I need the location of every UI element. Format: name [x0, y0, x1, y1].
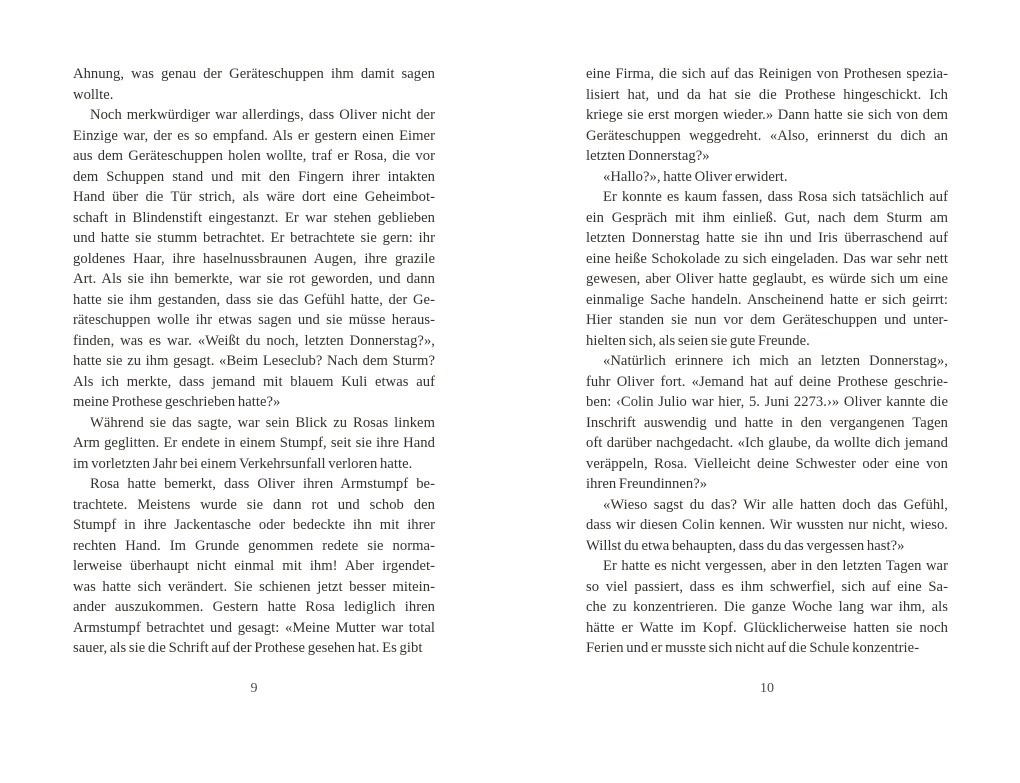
text-line: meine Prothese geschrieben hatte?» — [73, 394, 281, 410]
text-line: Armstumpf betrachtet und gesagt: «Meine Mutter war total — [73, 619, 435, 636]
text-line: finden, was es war. «Weißt du noch, letzten Donnerstag?», — [73, 332, 435, 349]
text-line: dass wir diesen Colin kennen. Wir wussten nur nicht, wieso. — [586, 517, 948, 533]
text-line: oft darüber nachgedacht. «Ich glaube, da wollte dich jemand — [586, 435, 948, 451]
text-line: hatte sie ihm gestanden, dass sie das Gefühl hatte, der Ge- — [73, 291, 435, 308]
text-line: Noch merkwürdiger war allerdings, dass Oliver nicht der — [90, 107, 435, 123]
page-number-left: 9 — [250, 681, 258, 696]
text-line: Stumpf in ihre Jackentasche oder bedeckte ihn mit ihrer — [73, 517, 435, 533]
text-line: «Natürlich erinnere ich mich an letzten Donnerstag», — [603, 353, 948, 369]
text-line: letzten Donnerstag?» — [586, 148, 710, 164]
text-line: Als ich merkte, dass jemand mit blauem Kuli etwas auf — [73, 373, 435, 390]
text-line: eine heiße Schokolade zu sich eingeladen. Das war sehr nett — [586, 250, 948, 267]
text-line: «Wieso sagst du das? Wir alle hatten doch das Gefühl, — [603, 496, 948, 513]
text-line: räteschuppen wolle ihr etwas sagen und sie müsse heraus- — [73, 312, 435, 328]
text-line: Hier standen sie nun vor dem Geräteschuppen und unter- — [586, 312, 948, 328]
text-line: Willst du etwa behaupten, dass du das vergessen hast?» — [586, 537, 905, 554]
text-line: und hatte sie stumm betrachtet. Er betrachtete sie gern: ihr — [73, 230, 435, 246]
text-line: hätte er Watte im Kopf. Glücklicherweise hatten sie noch — [586, 619, 948, 636]
paragraph — [586, 556, 948, 659]
text-line: einmalige Sache handeln. Anscheinend hatte er sich geirrt: — [586, 291, 948, 308]
text-line: kriege sie erst morgen wieder.» Dann hatte sie sich von dem — [586, 107, 948, 123]
text-line: Während sie das sagte, war sein Blick zu Rosas linkem — [90, 414, 435, 431]
text-line: wollte. — [73, 86, 114, 103]
text-line: fuhr Oliver fort. «Jemand hat auf deine Prothese geschrie- — [586, 373, 948, 390]
text-line: «Hallo?», hatte Oliver erwidert. — [603, 168, 788, 185]
text-line: goldenes Haar, ihre haselnussbraunen Augen, ihre grazile — [73, 250, 435, 267]
text-line: Arm geglitten. Er endete in einem Stumpf, seit sie ihre Hand — [73, 435, 435, 451]
text-line: che zu konzentrieren. Die ganze Woche lang war ihm, als — [586, 599, 948, 615]
paragraph — [586, 167, 948, 188]
text-line: sauer, als sie die Schrift auf der Prothese gesehen hat. Es gibt — [73, 640, 423, 656]
text-line: lisiert hat, und da hat sie die Prothese hingeschickt. Ich — [586, 86, 948, 103]
paragraph — [586, 495, 948, 557]
text-line: Art. Als sie ihn bemerkte, war sie rot geworden, und dann — [73, 271, 435, 287]
paragraph — [73, 474, 435, 659]
text-line: Ahnung, was genau der Geräteschuppen ihm damit sagen — [73, 66, 435, 82]
text-line: im vorletzten Jahr bei einem Verkehrsunfall verloren hatte. — [73, 455, 413, 472]
text-line: Einzige war, der es so empfand. Als er gestern einen Eimer — [73, 127, 435, 144]
paragraph — [73, 413, 435, 475]
text-line: was hatte sich verändert. Sie schienen jetzt besser mitein- — [73, 578, 435, 595]
text-line: Rosa hatte bemerkt, dass Oliver ihren Armstumpf be- — [90, 476, 435, 492]
paragraph — [586, 187, 948, 351]
page-number-right: 10 — [760, 681, 774, 696]
text-line: dem Schuppen stand und mit den Fingern ihrer intakten — [73, 168, 435, 185]
text-line: gewesen, aber Oliver hatte geglaubt, es würde sich um eine — [586, 271, 948, 287]
text-line: letzten Donnerstag hatte sie ihn und Iris überraschend auf — [586, 230, 948, 246]
text-line: ihren Freundinnen?» — [586, 476, 708, 492]
paragraph — [73, 64, 435, 105]
text-line: Ferien und er musste sich nicht auf die Schule konzentrie- — [586, 640, 920, 656]
text-line: trachtete. Meistens wurde sie dann rot und schob den — [73, 496, 435, 513]
text-line: schaft in Blindenstift eingestanzt. Er war stehen geblieben — [73, 209, 435, 226]
text-line: aus dem Geräteschuppen holen wollte, traf er Rosa, die vor — [73, 148, 435, 164]
text-line: ben: ‹Colin Julio war hier, 5. Juni 2273.›» Oliver kannte die — [586, 394, 948, 410]
text-line: Er hatte es nicht vergessen, aber in den letzten Tagen war — [603, 558, 948, 574]
text-line: hatte sie zu ihm gesagt. «Beim Leseclub? Nach dem Sturm? — [73, 353, 435, 369]
paragraph — [586, 64, 948, 167]
paragraph — [586, 351, 948, 495]
text-line: hielten sich, als seien sie gute Freunde. — [586, 332, 810, 349]
text-line: eine Firma, die sich auf das Reinigen von Prothesen spezia- — [586, 66, 948, 82]
text-line: rechten Hand. Im Grunde genommen redete sie norma- — [73, 537, 435, 554]
text-line: so viel passiert, dass es ihm schwerfiel, sich auf eine Sa- — [586, 578, 948, 595]
text-line: Inschrift auswendig und hatte in den vergangenen Tagen — [586, 414, 948, 431]
text-line: ander auszukommen. Gestern hatte Rosa lediglich ihren — [73, 599, 435, 615]
text-line: veräppeln, Rosa. Vielleicht deine Schwester oder eine von — [586, 455, 948, 472]
paragraph — [73, 105, 435, 413]
text-line: Hand über die Tür strich, als wäre dort eine Geheimbot- — [73, 189, 435, 205]
text-line: Geräteschuppen weggedreht. «Also, erinnerst du dich an — [586, 127, 948, 144]
text-line: Er konnte es kaum fassen, dass Rosa sich tatsächlich auf — [603, 189, 948, 205]
right-page-text-block — [586, 64, 948, 659]
text-line: lerweise überhaupt nicht einmal mit ihm! Aber irgendet- — [73, 558, 435, 574]
left-page-text-block — [73, 64, 435, 659]
text-line: ein Gespräch mit ihm einließ. Gut, nach dem Sturm am — [586, 209, 948, 226]
